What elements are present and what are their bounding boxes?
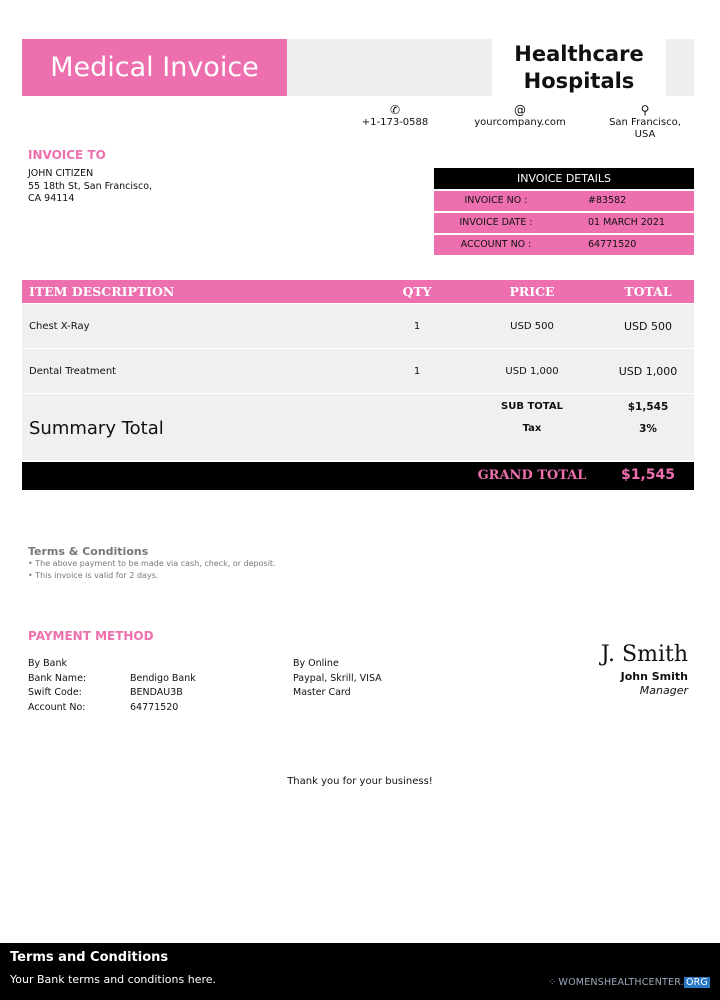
summary-total-label: Summary Total	[29, 418, 164, 439]
invoice-date-label: INVOICE DATE :	[459, 217, 533, 228]
item-total: USD 1,000	[618, 364, 678, 378]
payment-online	[293, 657, 433, 701]
invoice-details-row	[434, 235, 694, 255]
online-heading: By Online	[293, 658, 339, 669]
table-row	[22, 349, 694, 393]
brand-org-text: ORG	[685, 977, 708, 988]
summary-section	[22, 394, 694, 460]
footer-heading: Terms and Conditions	[10, 950, 169, 965]
swift-code-value: BENDAU3B	[130, 687, 183, 698]
contact-email	[470, 104, 570, 129]
location-line2: USA	[634, 129, 656, 140]
item-total: USD 500	[624, 319, 672, 333]
account-no-value: 64771520	[588, 239, 637, 250]
payment-bank-labels	[28, 657, 128, 715]
invoice-details-header: INVOICE DETAILS	[434, 168, 694, 189]
footer-text: Your Bank terms and conditions here.	[10, 973, 217, 986]
address-line1: 55 18th St, San Francisco,	[28, 180, 153, 192]
invoice-no-value: #83582	[588, 195, 627, 206]
grand-total-value: $1,545	[620, 467, 676, 483]
account-no-value: 64771520	[130, 701, 179, 713]
invoice-details-table	[434, 168, 694, 255]
bank-name-label: Bank Name:	[28, 672, 87, 684]
phone-icon: ✆	[389, 103, 401, 117]
header-total: TOTAL	[624, 284, 672, 299]
header-description: ITEM DESCRIPTION	[29, 284, 175, 299]
bank-name-value: Bendigo Bank	[130, 672, 196, 684]
location-pin-icon: ⚲	[640, 103, 650, 117]
table-row	[22, 304, 694, 348]
account-no-label: Account No:	[28, 701, 86, 713]
header-qty: QTY	[402, 284, 432, 299]
brand-logo	[548, 977, 710, 988]
brand-main-text: WOMENSHEALTHCENTER.	[558, 977, 684, 988]
items-table-header	[22, 280, 694, 303]
invoice-no-label: INVOICE NO :	[464, 195, 528, 206]
bank-heading: By Bank	[28, 658, 68, 669]
grand-total-label: GRAND TOTAL	[477, 468, 587, 483]
item-qty: 1	[413, 320, 421, 332]
payment-bank-values	[130, 657, 250, 715]
invoice-to-address	[28, 168, 152, 206]
hospital-name-line1: Healthcare	[514, 42, 644, 66]
invoice-date-value: 01 MARCH 2021	[588, 217, 665, 228]
customer-name: JOHN CITIZEN	[28, 168, 94, 179]
header-price: PRICE	[509, 284, 555, 299]
account-no-label: ACCOUNT NO :	[460, 239, 532, 250]
item-qty: 1	[413, 365, 421, 377]
invoice-details-row	[434, 191, 694, 211]
dots-icon: ⁘	[547, 977, 557, 988]
terms-heading: Terms & Conditions	[28, 545, 149, 558]
items-table	[22, 280, 694, 490]
item-description: Dental Treatment	[29, 365, 117, 377]
signature-block	[585, 640, 688, 698]
item-description: Chest X-Ray	[29, 320, 90, 332]
tax-label: Tax	[522, 423, 542, 434]
invoice-to-label: INVOICE TO	[28, 148, 106, 162]
invoice-details-row	[434, 213, 694, 233]
thank-you-note: Thank you for your business!	[287, 776, 433, 787]
online-methods-line2: Master Card	[293, 687, 351, 698]
terms-section	[28, 545, 276, 582]
sub-total-label: SUB TOTAL	[501, 401, 563, 412]
footer-bar	[0, 943, 720, 1000]
signer-name: John Smith	[620, 670, 688, 683]
signer-role: Manager	[639, 684, 688, 697]
sub-total-value: $1,545	[627, 401, 669, 413]
item-price: USD 1,000	[505, 365, 559, 377]
online-methods-line1: Paypal, Skrill, VISA	[293, 672, 382, 684]
swift-code-label: Swift Code:	[28, 687, 82, 698]
signature: J. Smith	[600, 642, 688, 667]
contact-location	[605, 104, 685, 141]
invoice-title: Medical Invoice	[22, 39, 287, 96]
location-line1: San Francisco,	[609, 117, 681, 128]
at-icon: @	[514, 103, 526, 117]
phone-text: +1-173-0588	[361, 117, 429, 128]
address-line2: CA 94114	[28, 193, 75, 204]
item-price: USD 500	[510, 320, 554, 332]
terms-line: • The above payment to be made via cash, check, or deposit.	[28, 559, 276, 568]
terms-line: • This invoice is valid for 2 days.	[28, 571, 159, 580]
tax-value: 3%	[639, 423, 657, 435]
hospital-name	[492, 39, 666, 96]
contact-phone	[360, 104, 430, 129]
grand-total-bar	[22, 462, 694, 490]
payment-method-label: PAYMENT METHOD	[28, 629, 154, 643]
hospital-name-line2: Hospitals	[523, 69, 635, 93]
email-text: yourcompany.com	[474, 117, 566, 128]
